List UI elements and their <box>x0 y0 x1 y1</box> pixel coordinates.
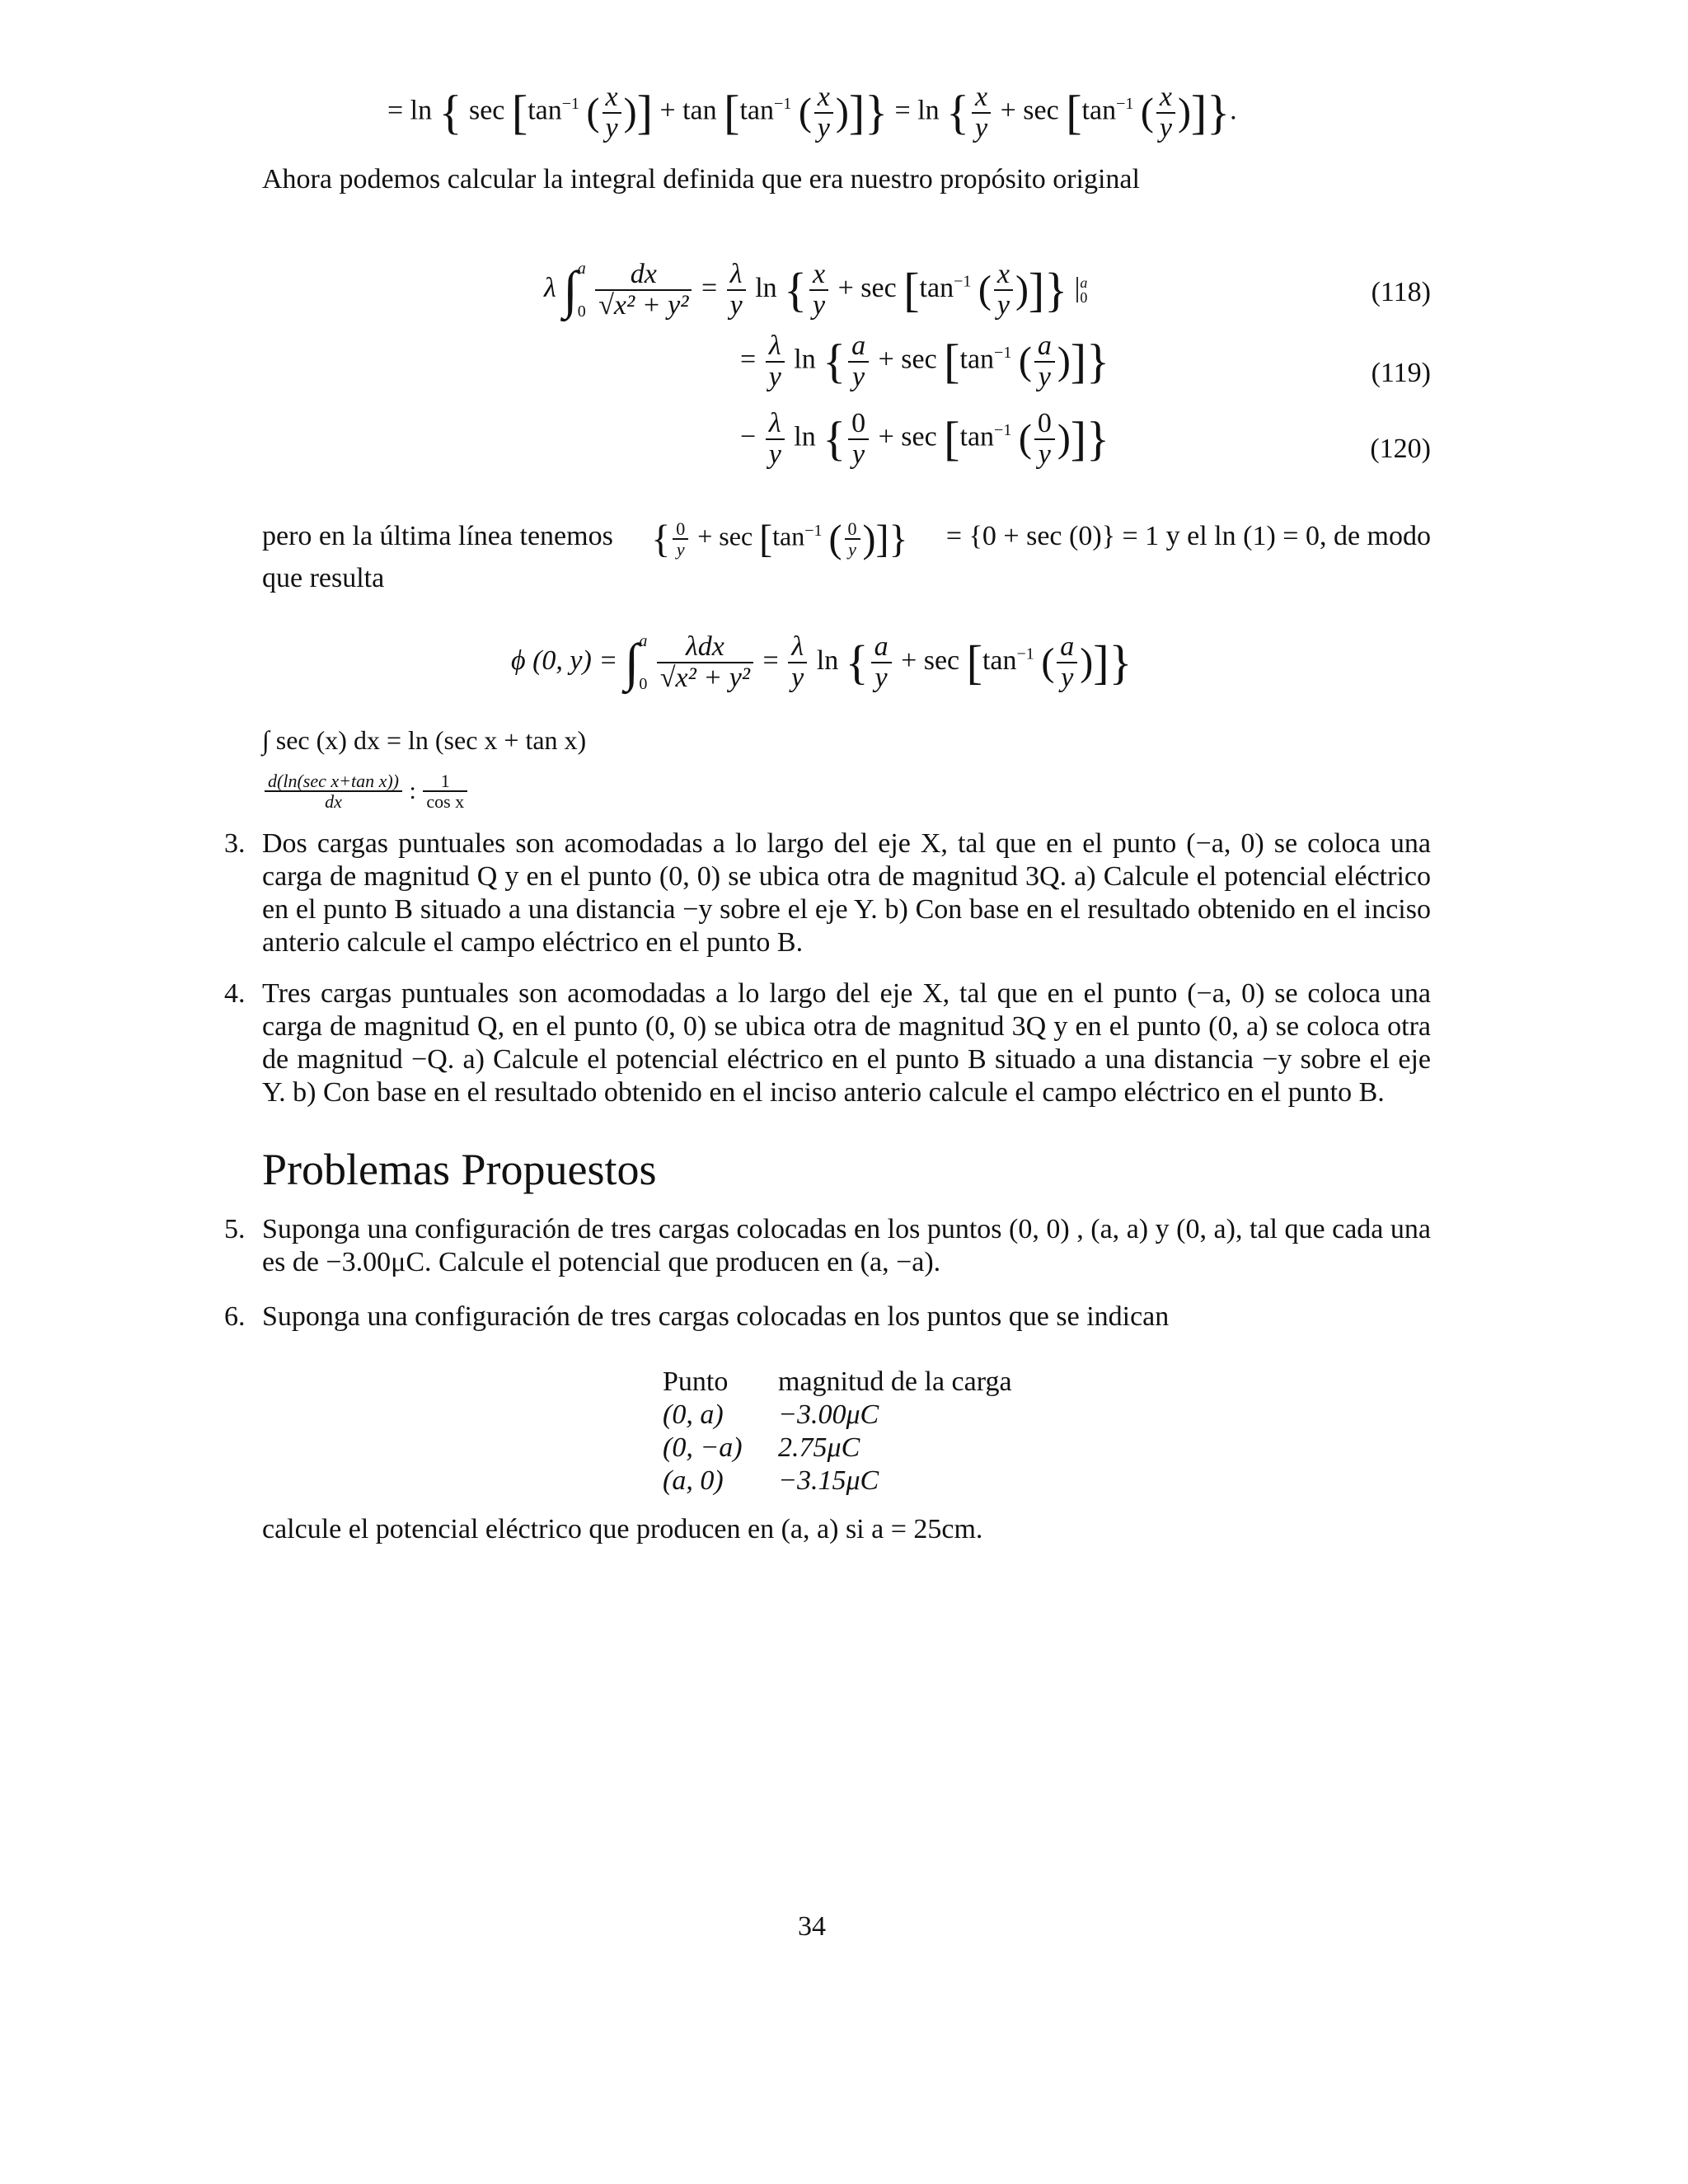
eq-text: : <box>409 777 416 805</box>
list-item-number: 6. <box>224 1301 246 1332</box>
eq-text: y <box>871 662 892 693</box>
bracket: [ <box>1066 85 1082 139</box>
section-heading: Problemas Propuestos <box>262 1145 657 1194</box>
paren: ) <box>1080 640 1094 684</box>
eq-text: y <box>972 112 991 143</box>
eq-text: −1 <box>954 272 972 291</box>
integral-limits <box>639 620 647 705</box>
eq-text: d(ln(sec x+tan x)) <box>268 771 399 791</box>
eq-text: −1 <box>994 421 1012 440</box>
eq-text: + sec <box>901 644 960 676</box>
eq-text: −1 <box>1016 644 1034 663</box>
eq-text: + sec <box>837 272 897 303</box>
bracket: ] <box>636 85 653 139</box>
eq-text: 0 <box>1037 408 1052 438</box>
eq-text: y <box>1034 361 1055 392</box>
paren: ( <box>978 268 992 312</box>
fraction <box>1057 632 1077 692</box>
eq-text: ϕ (0, y) = <box>511 644 618 676</box>
eq-text: y <box>1057 662 1077 693</box>
eq-text: . <box>1230 95 1237 126</box>
equation-phi <box>511 620 1132 705</box>
eq-text: tan <box>959 344 995 375</box>
paren: ) <box>1177 90 1191 134</box>
list-item <box>224 827 1431 959</box>
eq-text: 0 <box>676 518 686 540</box>
eq-text: tan <box>739 95 775 126</box>
bracket: [ <box>944 411 960 466</box>
equation-number-119: (119) <box>1371 358 1431 388</box>
paren: ( <box>828 517 842 561</box>
eq-text: y <box>814 112 833 143</box>
eq-text: √x² + y² <box>595 289 692 321</box>
eq-text: = <box>762 644 779 676</box>
eq-text: 0 <box>847 518 857 540</box>
eq-text: ln <box>816 644 839 676</box>
bracket: ] <box>1070 334 1087 388</box>
eq-text: 0 <box>639 675 648 693</box>
bracket: ] <box>1190 85 1207 139</box>
integral-sign: ∫ <box>563 260 578 319</box>
fraction <box>673 519 688 559</box>
eq-text: tan <box>959 421 995 452</box>
bracket: [ <box>903 263 920 316</box>
fraction <box>1034 409 1055 469</box>
eq-text: x <box>975 82 988 112</box>
eq-text: −1 <box>994 344 1012 363</box>
fraction <box>595 260 692 320</box>
fraction <box>871 632 892 692</box>
eval-limits <box>1080 275 1087 305</box>
paren: ( <box>1041 640 1055 684</box>
paren: ( <box>586 90 600 134</box>
eq-text: y <box>788 662 807 693</box>
eq-text: λdx <box>685 631 724 663</box>
table-cell: −3.00μC <box>778 1399 879 1430</box>
brace: } <box>1109 635 1132 689</box>
list-item-text: Suponga una configuración de tres cargas colocadas en los puntos (0, 0) , (a, a) y (0, a), tal que cada una es de −3.00μC. Calcule el potencial que producen en (a, −a). <box>262 1214 1431 1277</box>
eq-text: y <box>766 361 785 392</box>
eq-text: a <box>639 632 648 650</box>
eq-text: y <box>848 361 869 392</box>
eq-text: y <box>848 438 869 470</box>
brace: { <box>823 334 846 388</box>
fraction <box>1034 331 1055 391</box>
fraction <box>848 409 869 469</box>
brace: { <box>438 85 462 139</box>
eq-text: − <box>740 421 757 452</box>
paren: ) <box>835 90 849 134</box>
list-item-text: Dos cargas puntuales son acomodadas a lo largo del eje X, tal que en el punto (−a, 0) se coloca una carga de magnitud Q y en el punto (0, 0) se ubica otra de magnitud 3Q. a) Calcule el potencial eléctrico en el punto B situado a una distancia −y sobre el eje Y. b) Con base en el resultado obtenido en el inciso anterio calcule el campo eléctrico en el punto B. <box>262 828 1431 958</box>
eq-text: cos x <box>423 790 467 811</box>
closing-sentence: calcule el potencial eléctrico que producen en (a, a) si a = 25cm. <box>262 1514 983 1544</box>
brace: { <box>946 85 970 139</box>
eq-text: a <box>1060 631 1075 663</box>
fraction <box>657 632 753 692</box>
eq-text: λ <box>768 408 781 438</box>
fraction <box>766 331 785 391</box>
paren: ) <box>1057 339 1071 383</box>
eq-text: tan <box>919 272 954 303</box>
eq-text: 0 <box>577 302 586 321</box>
eq-text: x <box>817 82 830 112</box>
bracket: [ <box>944 334 960 388</box>
table-row <box>663 1465 1042 1498</box>
equation-120 <box>740 409 1109 469</box>
eq-text: y <box>766 438 785 470</box>
brace: { <box>651 517 671 561</box>
table-cell: (0, −a) <box>663 1432 743 1463</box>
table-cell: (a, 0) <box>663 1465 724 1496</box>
equation-number-118: (118) <box>1371 277 1431 307</box>
bracket: ] <box>848 85 865 139</box>
text-run: que resulta <box>262 563 385 594</box>
eq-text: = <box>740 344 757 375</box>
paren: ) <box>862 517 876 561</box>
note-integral-sec: ∫ sec (x) dx = ln (sec x + tan x) <box>262 725 587 755</box>
eq-text: tan <box>772 521 805 551</box>
eq-text: ln <box>755 272 777 303</box>
list-item-text: Suponga una configuración de tres cargas colocadas en los puntos que se indican <box>262 1301 1170 1332</box>
table-cell: −3.15μC <box>778 1465 879 1496</box>
paren: ) <box>1015 268 1029 312</box>
eq-text: = ln <box>387 95 433 126</box>
eq-text: y <box>845 538 860 559</box>
equation-118 <box>544 247 1087 333</box>
eq-text: λ <box>768 330 781 361</box>
bracket: [ <box>724 85 740 139</box>
eq-text: a <box>1080 274 1088 291</box>
eq-text: y <box>727 289 746 321</box>
list-item-number: 5. <box>224 1214 246 1244</box>
bracket: ] <box>1093 635 1109 689</box>
eq-text: + sec <box>697 521 753 551</box>
fraction <box>1156 82 1175 143</box>
table-header: magnitud de la carga <box>778 1366 1012 1397</box>
eq-text: −1 <box>804 522 823 540</box>
equation-top <box>387 82 1237 143</box>
bracket: [ <box>511 85 528 139</box>
table-row <box>663 1399 1042 1432</box>
eq-text: ln <box>794 344 816 375</box>
eq-text: −1 <box>1116 95 1134 114</box>
paren: ( <box>798 90 812 134</box>
equation-119 <box>740 331 1109 391</box>
eq-text: λ <box>544 272 556 303</box>
table-header-row <box>663 1366 1042 1399</box>
fraction <box>727 260 746 320</box>
intro-paragraph: Ahora podemos calcular la integral definida que era nuestro propósito original <box>262 164 1140 194</box>
paren: ) <box>623 90 637 134</box>
list-item-text: Tres cargas puntuales son acomodadas a lo largo del eje X, tal que en el punto (−a, 0) se coloca una carga de magnitud Q, en el punto (0, 0) se ubica otra de magnitud 3Q y en el punto (0, a) se coloca otra de magnitud −Q. a) Calcule el potencial eléctrico en el punto B situado a una distancia −y sobre el eje Y. b) Con base en el resultado obtenido en el inciso anterio calcule el campo eléctrico en el punto B. <box>262 978 1431 1108</box>
text-run: = {0 + sec (0)} = 1 y el ln (1) = 0, de modo <box>945 521 1431 552</box>
brace: } <box>1207 85 1231 139</box>
eq-text: dx <box>630 259 657 290</box>
brace: } <box>1086 411 1109 466</box>
table-cell: (0, a) <box>663 1399 724 1430</box>
eq-text: ln <box>794 421 816 452</box>
fraction <box>265 771 402 811</box>
eq-text: −1 <box>561 95 580 114</box>
eq-text: x <box>996 259 1010 290</box>
eq-text: a <box>851 330 866 361</box>
eq-text: 0 <box>1080 289 1088 306</box>
eq-text: a <box>577 260 586 278</box>
list-item-number: 3. <box>224 828 246 859</box>
eq-text: sec <box>468 95 505 126</box>
fraction <box>994 260 1013 320</box>
brace: } <box>1044 263 1068 316</box>
brace: { <box>823 411 846 466</box>
brace: { <box>784 263 808 316</box>
brace: } <box>1086 334 1109 388</box>
paren: ) <box>1057 416 1071 461</box>
fraction <box>972 82 991 143</box>
paren: ( <box>1018 416 1032 461</box>
fraction <box>845 519 860 559</box>
fraction <box>788 632 807 692</box>
eq-text: + sec <box>878 344 937 375</box>
note-derivative <box>262 771 470 811</box>
fraction <box>423 771 467 811</box>
eq-text: + tan <box>659 95 717 126</box>
bracket: ] <box>875 517 889 561</box>
fraction <box>814 82 833 143</box>
list-item-number: 4. <box>224 978 246 1009</box>
eq-text: tan <box>528 95 562 126</box>
charge-table <box>663 1366 1042 1498</box>
fraction <box>603 82 621 143</box>
bracket: [ <box>966 635 982 689</box>
eq-text: = ln <box>894 95 940 126</box>
list-item <box>224 977 1431 1109</box>
table-row <box>663 1432 1042 1465</box>
equation-number-120: (120) <box>1370 434 1431 464</box>
eq-text: y <box>1156 112 1175 143</box>
fraction <box>848 331 869 391</box>
integral-sign: ∫ <box>624 633 640 691</box>
eq-text: 1 <box>440 771 450 791</box>
eq-text: = <box>701 272 718 303</box>
eq-text: + sec <box>878 421 937 452</box>
list-item <box>224 1301 1431 1333</box>
text-run: pero en la última línea tenemos <box>262 521 613 552</box>
brace: } <box>889 517 908 561</box>
eq-text: y <box>673 538 688 559</box>
eq-text: 0 <box>851 408 866 438</box>
eq-text: y <box>809 289 828 321</box>
eq-text: y <box>994 289 1013 321</box>
inline-expr <box>651 514 907 559</box>
paren: ( <box>1140 90 1154 134</box>
eq-text: + sec <box>1000 95 1059 126</box>
table-cell: 2.75μC <box>778 1432 860 1463</box>
eq-text: x <box>1159 82 1172 112</box>
bracket: [ <box>759 517 773 561</box>
paren: ( <box>1018 339 1032 383</box>
bracket: ] <box>1070 411 1087 466</box>
eq-text: dx <box>265 790 402 811</box>
eq-text: tan <box>1081 95 1117 126</box>
eq-text: y <box>603 112 621 143</box>
eq-text: a <box>874 631 889 663</box>
last-line-paragraph <box>262 514 1431 595</box>
eq-text: λ <box>791 631 804 663</box>
last-line-row <box>262 514 1431 559</box>
eq-text: x <box>813 259 826 290</box>
fraction <box>809 260 828 320</box>
list-item <box>224 1213 1431 1279</box>
eq-text: √x² + y² <box>657 662 753 693</box>
fraction <box>766 409 785 469</box>
brace: } <box>865 85 889 139</box>
eq-text: λ <box>729 259 743 290</box>
integral-limits <box>578 247 586 333</box>
eq-text: | <box>1074 272 1081 303</box>
bracket: ] <box>1028 263 1045 316</box>
eq-text: x <box>605 82 618 112</box>
page-number: 34 <box>798 1911 826 1942</box>
eq-text: −1 <box>774 95 792 114</box>
eq-text: tan <box>982 644 1017 676</box>
table-header: Punto <box>663 1366 729 1397</box>
eq-text: y <box>1034 438 1055 470</box>
brace: { <box>845 635 869 689</box>
eq-text: a <box>1037 330 1052 361</box>
